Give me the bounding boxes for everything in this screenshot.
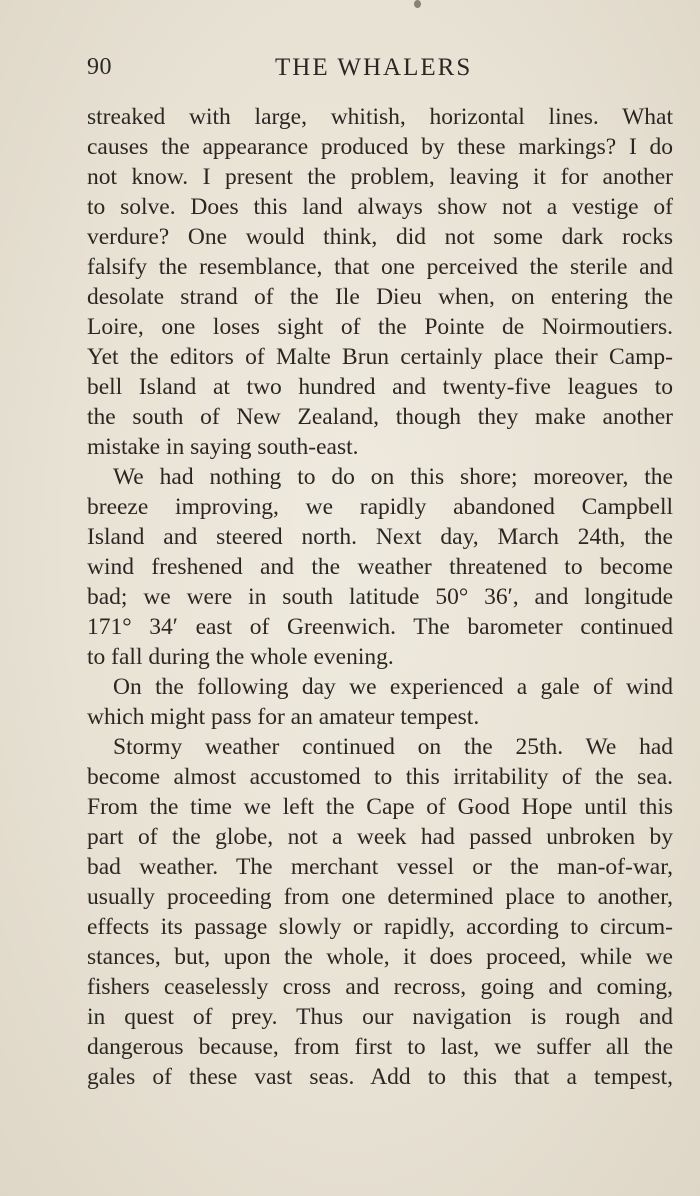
text-line: breeze improving, we rapidly abandoned Campbell — [87, 494, 673, 520]
text-line: to fall during the whole evening. — [87, 644, 394, 670]
text-line: bad weather. The merchant vessel or the man-of-war, — [87, 854, 673, 880]
text-line: fishers ceaselessly cross and recross, going and coming, — [87, 974, 673, 1000]
text-line: stances, but, upon the whole, it does proceed, while we — [87, 944, 673, 970]
text-line: Yet the editors of Malte Brun certainly place their Camp- — [87, 344, 673, 370]
text-line: become almost accustomed to this irritability of the sea. — [87, 764, 673, 790]
text-line: causes the appearance produced by these markings? I do — [87, 134, 673, 160]
text-line: We had nothing to do on this shore; moreover, the — [113, 464, 673, 490]
text-line: not know. I present the problem, leaving it for another — [87, 164, 673, 190]
text-line: to solve. Does this land always show not a vestige of — [87, 194, 673, 220]
text-line: usually proceeding from one determined place to another, — [87, 884, 673, 910]
text-line: bell Island at two hundred and twenty-five leagues to — [87, 374, 673, 400]
text-line: Loire, one loses sight of the Pointe de Noirmoutiers. — [87, 314, 673, 340]
text-line: which might pass for an amateur tempest. — [87, 704, 480, 730]
text-line: On the following day we experienced a gale of wind — [113, 674, 673, 700]
text-line: desolate strand of the Ile Dieu when, on entering the — [87, 284, 673, 310]
text-line: wind freshened and the weather threatened to become — [87, 554, 673, 580]
running-head: THE WHALERS — [275, 54, 473, 81]
text-line: streaked with large, whitish, horizontal lines. What — [87, 104, 673, 130]
body-text — [87, 102, 673, 1092]
text-line: effects its passage slowly or rapidly, according to circum- — [87, 914, 673, 940]
page-number: 90 — [87, 54, 112, 80]
ink-spot — [410, 0, 426, 16]
text-line: dangerous because, from first to last, we suffer all the — [87, 1034, 673, 1060]
text-line: falsify the resemblance, that one perceived the sterile and — [87, 254, 673, 280]
page-header — [87, 52, 673, 88]
text-line: 171° 34′ east of Greenwich. The barometer continued — [87, 614, 673, 640]
text-line: Island and steered north. Next day, March 24th, the — [87, 524, 673, 550]
text-line: verdure? One would think, did not some dark rocks — [87, 224, 673, 250]
text-line: mistake in saying south-east. — [87, 434, 359, 460]
text-line: Stormy weather continued on the 25th. We had — [113, 734, 673, 760]
text-line: gales of these vast seas. Add to this that a tempest, — [87, 1064, 673, 1090]
text-line: part of the globe, not a week had passed unbroken by — [87, 824, 673, 850]
text-line: From the time we left the Cape of Good Hope until this — [87, 794, 673, 820]
text-line: bad; we were in south latitude 50° 36′, and longitude — [87, 584, 673, 610]
text-line: the south of New Zealand, though they make another — [87, 404, 673, 430]
text-line: in quest of prey. Thus our navigation is rough and — [87, 1004, 673, 1030]
